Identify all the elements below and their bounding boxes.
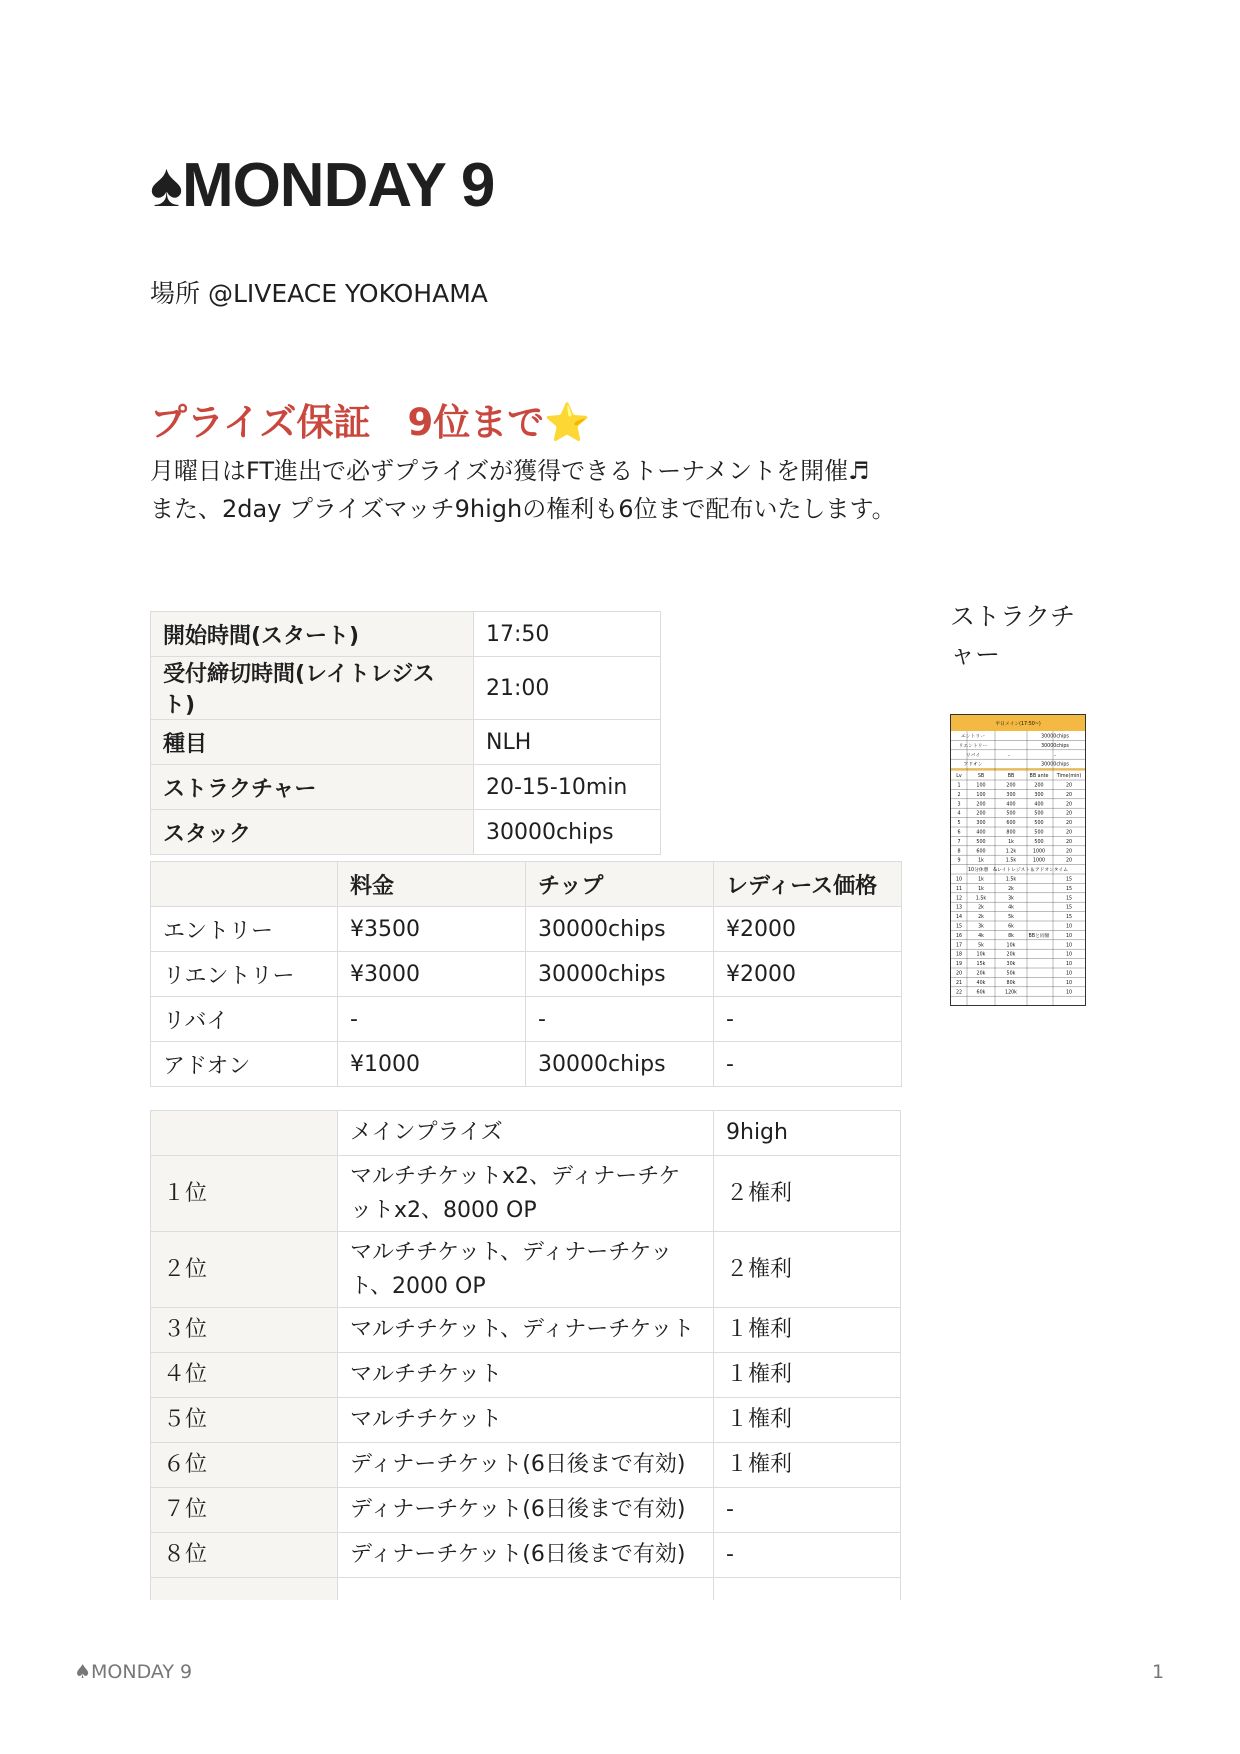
structure-cell-text: 15 <box>1065 886 1073 892</box>
page-cutoff <box>140 1600 920 1720</box>
structure-cell-text: 20k <box>1006 952 1016 958</box>
structure-cell-text: BBと同額 <box>1028 934 1050 940</box>
table-cell: ¥3000 <box>338 952 526 997</box>
structure-cell-text: 2 <box>957 792 961 798</box>
info-table <box>150 611 661 855</box>
structure-cell-text: 18 <box>955 952 963 958</box>
footer-title: ♠MONDAY 9 <box>74 1661 193 1683</box>
table-row <box>151 612 661 657</box>
structure-cell-text: 15 <box>1065 905 1073 911</box>
structure-cell-text: 14 <box>955 915 963 921</box>
structure-cell-text: 30000chips <box>1041 743 1069 749</box>
table-row <box>151 1533 901 1578</box>
structure-cell-text: 20 <box>1065 802 1073 808</box>
structure-cell-text: 1.5k <box>1005 858 1017 864</box>
prize-cell: マルチチケット <box>338 1398 714 1443</box>
rank-cell: １位 <box>151 1156 338 1232</box>
structure-cell-text: 1k <box>1008 839 1014 845</box>
structure-cell-text: 10 <box>955 877 963 883</box>
structure-cell-text: Lv <box>956 774 962 780</box>
structure-cell-text: 50k <box>1006 971 1016 977</box>
structure-cell-text: 20 <box>1065 783 1073 789</box>
structure-cell-text: 600 <box>976 849 986 855</box>
description <box>150 452 896 528</box>
structure-cell-text: 3 <box>957 802 961 808</box>
structure-cell-text: 17 <box>955 943 963 949</box>
structure-cell-text: 4k <box>978 933 984 939</box>
structure-cell-text: 200 <box>976 802 986 808</box>
table-cell: ¥1000 <box>338 1042 526 1087</box>
structure-cell-text: 20 <box>1065 821 1073 827</box>
structure-cell-text: 500 <box>976 839 986 845</box>
structure-separator <box>951 769 1085 771</box>
structure-cell-text: 平日メイン(17:50~) <box>995 722 1041 727</box>
table-row <box>151 1156 901 1232</box>
structure-cell-text: 12 <box>955 896 963 902</box>
rights-cell: ２権利 <box>714 1156 901 1232</box>
prize-heading <box>150 392 590 446</box>
structure-label: ストラクチャー <box>950 602 1076 669</box>
rights-cell: １権利 <box>714 1353 901 1398</box>
structure-cell-text: 21 <box>955 980 963 986</box>
structure-cell-text: BB <box>1007 774 1015 780</box>
table-row <box>151 657 661 720</box>
structure-cell-text: 20 <box>1065 858 1073 864</box>
info-label: 受付締切時間(レイトレジスト) <box>151 657 474 720</box>
table-header-row <box>151 862 902 907</box>
structure-cell-text: 8k <box>1008 933 1014 939</box>
structure-cell-text: 100 <box>976 783 986 789</box>
structure-cell-text: 400 <box>1006 802 1016 808</box>
column-header: 9high <box>714 1111 901 1156</box>
structure-cell-text: 10分休憩 &レイトレジスト＆アドオンタイム <box>967 868 1069 874</box>
structure-cell-text: 15 <box>1065 915 1073 921</box>
info-value: NLH <box>474 720 661 765</box>
structure-cell-text: 500 <box>1034 811 1044 817</box>
structure-cell-text: アドオン <box>963 762 983 768</box>
structure-cell-text: 30000chips <box>1041 762 1069 768</box>
info-label: 開始時間(スタート) <box>151 612 474 657</box>
fees-table <box>150 861 902 1087</box>
structure-cell-text: 200 <box>976 811 986 817</box>
structure-cell-text: 2k <box>978 905 984 911</box>
table-cell: 30000chips <box>526 952 714 997</box>
structure-cell-text: - <box>1008 753 1010 759</box>
structure-cell-text: 300 <box>1034 792 1044 798</box>
table-row <box>151 1232 901 1308</box>
structure-cell-text: 400 <box>976 830 986 836</box>
table-cell: - <box>526 997 714 1042</box>
rank-cell: ８位 <box>151 1533 338 1578</box>
structure-cell-text: 10 <box>1065 962 1073 968</box>
column-header <box>151 1111 338 1156</box>
column-header: メインプライズ <box>338 1111 714 1156</box>
structure-cell-text: 15k <box>976 962 986 968</box>
location-text: 場所 @LIVEACE YOKOHAMA <box>150 279 488 308</box>
structure-cell-text: 15 <box>1065 877 1073 883</box>
info-label: スタック <box>151 810 474 855</box>
structure-cell-text: 5k <box>978 943 984 949</box>
structure-cell-text: 4k <box>1008 905 1014 911</box>
structure-cell-text: 1.2k <box>1005 849 1017 855</box>
prize-cell: マルチチケット <box>338 1353 714 1398</box>
prize-cell: マルチチケットx2、ディナーチケットx2、8000 OP <box>338 1156 714 1232</box>
structure-cell-text: リバイ <box>965 753 981 759</box>
structure-image <box>950 714 1086 1006</box>
info-value: 21:00 <box>474 657 661 720</box>
table-row <box>151 720 661 765</box>
rights-cell: ２権利 <box>714 1232 901 1308</box>
prize-heading-text: プライズ保証 9位まで <box>150 401 545 444</box>
structure-cell-text: 10 <box>1065 990 1073 996</box>
structure-cell-text: 3k <box>1008 896 1014 902</box>
rank-cell: ７位 <box>151 1488 338 1533</box>
structure-cell-text: 20 <box>1065 830 1073 836</box>
info-value: 17:50 <box>474 612 661 657</box>
structure-cell-text: 19 <box>955 962 963 968</box>
structure-cell-text: 10 <box>1065 980 1073 986</box>
rank-cell: ５位 <box>151 1398 338 1443</box>
column-header: 料金 <box>338 862 526 907</box>
rights-cell: １権利 <box>714 1443 901 1488</box>
structure-cell-text: 1.5k <box>1005 877 1017 883</box>
structure-cell-text: 10k <box>1006 943 1016 949</box>
table-row <box>151 1443 901 1488</box>
structure-cell-text: 15 <box>1065 896 1073 902</box>
structure-cell-text: 15 <box>955 924 963 930</box>
structure-cell-text: 10 <box>1065 943 1073 949</box>
structure-cell-text: 20k <box>976 971 986 977</box>
structure-cell-text: 10k <box>976 952 986 958</box>
structure-cell-text: 3k <box>978 924 984 930</box>
structure-cell-text: 1000 <box>1032 858 1046 864</box>
rights-cell: - <box>714 1488 901 1533</box>
structure-cell-text: 13 <box>955 905 963 911</box>
structure-cell-text: 80k <box>1006 980 1016 986</box>
structure-cell-text: 300 <box>976 821 986 827</box>
structure-cell-text: 16 <box>955 933 963 939</box>
table-row <box>151 810 661 855</box>
structure-cell-text: BB ante <box>1029 774 1049 780</box>
prize-cell: ディナーチケット(6日後まで有効) <box>338 1488 714 1533</box>
structure-cell-text: SB <box>977 774 985 780</box>
star-icon: ⭐ <box>544 401 591 444</box>
structure-cell-text: 1k <box>978 886 984 892</box>
structure-cell-text: リエントリー <box>958 743 988 749</box>
structure-cell-text: 30000chips <box>1041 734 1069 740</box>
structure-cell-text: 20 <box>1065 849 1073 855</box>
structure-cell-text: 30k <box>1006 962 1016 968</box>
table-cell: - <box>714 997 902 1042</box>
structure-cell-text: 2k <box>978 915 984 921</box>
prize-cell: ディナーチケット(6日後まで有効) <box>338 1443 714 1488</box>
table-cell: ¥2000 <box>714 952 902 997</box>
structure-cell-text: 200 <box>1006 783 1016 789</box>
structure-cell-text: 20 <box>1065 792 1073 798</box>
structure-cell-text: 200 <box>1034 783 1044 789</box>
rank-cell: ３位 <box>151 1308 338 1353</box>
rights-cell: １権利 <box>714 1398 901 1443</box>
structure-cell-text: 11 <box>955 886 963 892</box>
structure-cell-text: 800 <box>1006 830 1016 836</box>
table-cell: ¥2000 <box>714 907 902 952</box>
structure-cell-text: 40k <box>976 980 986 986</box>
rank-cell: ２位 <box>151 1232 338 1308</box>
prize-table <box>150 1110 901 1623</box>
table-cell: - <box>714 1042 902 1087</box>
structure-cell-text: 1 <box>957 783 961 789</box>
info-label: 種目 <box>151 720 474 765</box>
table-row <box>151 1398 901 1443</box>
prize-cell: マルチチケット、ディナーチケット <box>338 1308 714 1353</box>
column-header: チップ <box>526 862 714 907</box>
structure-cell-text: - <box>1054 753 1056 759</box>
page-number: 1 <box>1152 1661 1165 1683</box>
structure-cell-text: 10 <box>1065 924 1073 930</box>
table-header-row <box>151 1111 901 1156</box>
table-cell: エントリー <box>151 907 338 952</box>
structure-cell-text: 2k <box>1008 886 1014 892</box>
structure-cell-text: 1000 <box>1032 849 1046 855</box>
table-cell: ¥3500 <box>338 907 526 952</box>
structure-cell-text: 4 <box>957 811 961 817</box>
table-cell: アドオン <box>151 1042 338 1087</box>
structure-cell-text: 7 <box>957 839 961 845</box>
description-line: また、2day プライズマッチ9highの権利も6位まで配布いたします。 <box>150 495 896 523</box>
structure-cell-text: 1k <box>978 858 984 864</box>
structure-cell-text: 5 <box>957 821 961 827</box>
structure-cell-text: 60k <box>976 990 986 996</box>
table-row <box>151 1308 901 1353</box>
structure-cell-text: 1.5k <box>975 896 987 902</box>
structure-cell-text: 20 <box>955 971 963 977</box>
structure-cell-text: 6 <box>957 830 961 836</box>
rights-cell: １権利 <box>714 1308 901 1353</box>
table-row <box>151 952 902 997</box>
rights-cell: - <box>714 1533 901 1578</box>
structure-cell-text: 300 <box>1006 792 1016 798</box>
structure-cell-text: 22 <box>955 990 963 996</box>
prize-cell: ディナーチケット(6日後まで有効) <box>338 1533 714 1578</box>
description-line: 月曜日はFT進出で必ずプライズが獲得できるトーナメントを開催♬ <box>150 457 870 485</box>
structure-cell-text: 400 <box>1034 802 1044 808</box>
table-row <box>151 765 661 810</box>
structure-cell-text: 500 <box>1034 830 1044 836</box>
structure-cell-text: 20 <box>1065 839 1073 845</box>
structure-cell-text: 5k <box>1008 915 1014 921</box>
structure-cell-text: 1k <box>978 877 984 883</box>
rank-cell: ６位 <box>151 1443 338 1488</box>
table-cell: リエントリー <box>151 952 338 997</box>
page-title: ♠MONDAY 9 <box>150 151 495 220</box>
structure-cell-text: 500 <box>1034 839 1044 845</box>
structure-cell-text: 100 <box>976 792 986 798</box>
info-label: ストラクチャー <box>151 765 474 810</box>
structure-cell-text: 500 <box>1034 821 1044 827</box>
prize-cell: マルチチケット、ディナーチケット、2000 OP <box>338 1232 714 1308</box>
structure-cell-text: 600 <box>1006 821 1016 827</box>
structure-cell-text: 8 <box>957 849 961 855</box>
structure-cell-text: 9 <box>957 858 961 864</box>
table-row <box>151 1488 901 1533</box>
table-row <box>151 1353 901 1398</box>
table-row <box>151 1042 902 1087</box>
info-value: 20-15-10min <box>474 765 661 810</box>
table-row <box>151 997 902 1042</box>
table-cell: 30000chips <box>526 907 714 952</box>
structure-cell-text: 6k <box>1008 924 1014 930</box>
table-cell: 30000chips <box>526 1042 714 1087</box>
structure-cell-text: 120k <box>1005 990 1017 996</box>
structure-cell-text: 500 <box>1006 811 1016 817</box>
table-row <box>151 907 902 952</box>
structure-cell-text: 20 <box>1065 811 1073 817</box>
table-cell: - <box>338 997 526 1042</box>
rank-cell: ４位 <box>151 1353 338 1398</box>
column-header: レディース価格 <box>714 862 902 907</box>
structure-cell-text: Time(min) <box>1056 774 1082 780</box>
info-value: 30000chips <box>474 810 661 855</box>
structure-cell-text: 10 <box>1065 971 1073 977</box>
structure-cell-text: エントリー <box>961 734 985 740</box>
table-cell: リバイ <box>151 997 338 1042</box>
column-header <box>151 862 338 907</box>
structure-cell-text: 10 <box>1065 952 1073 958</box>
structure-cell-text: 10 <box>1065 933 1073 939</box>
